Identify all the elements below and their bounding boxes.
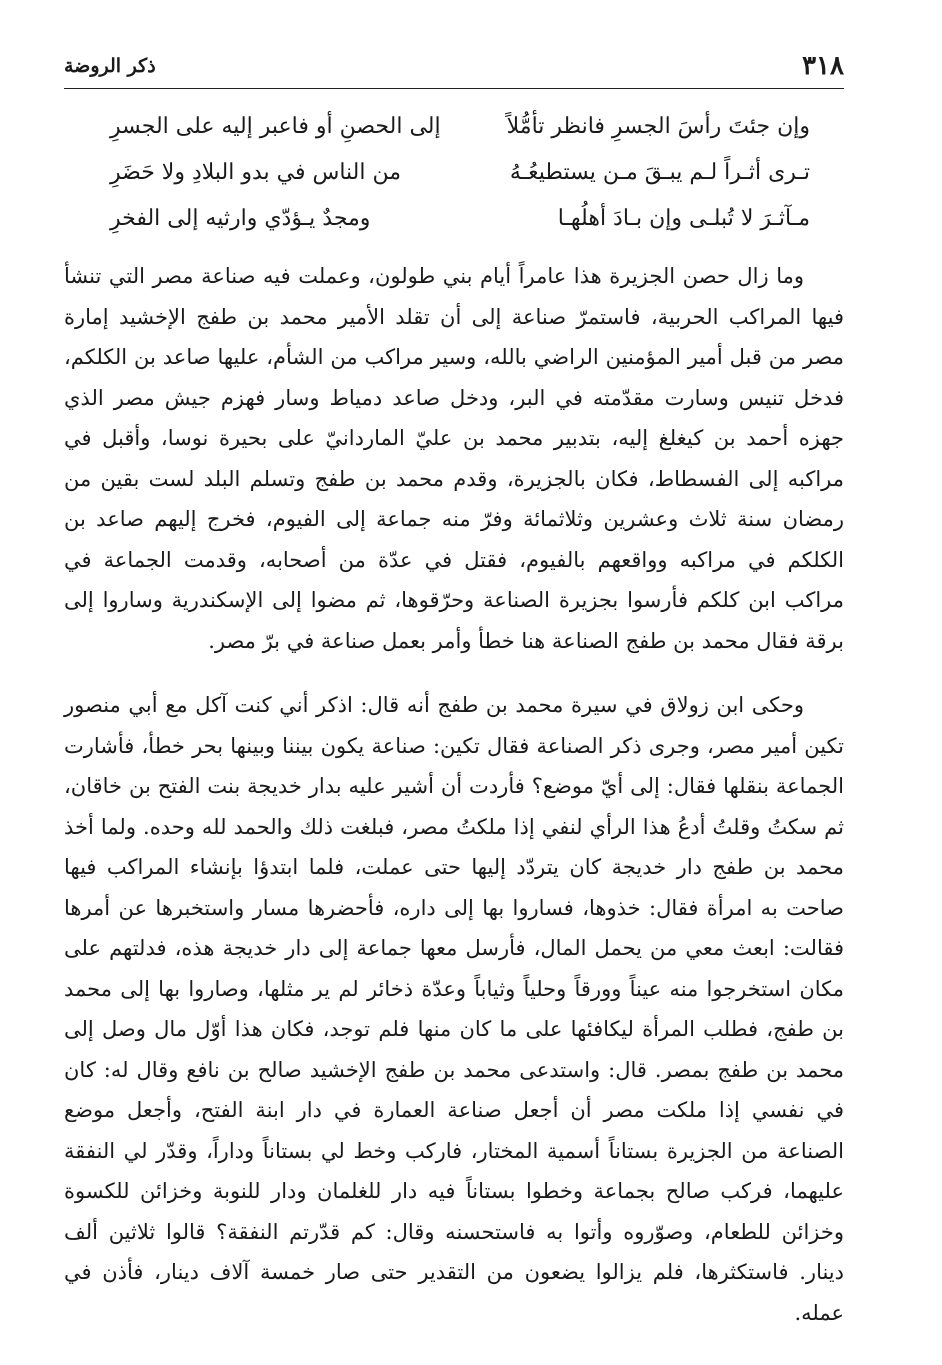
running-title: ذكر الروضة bbox=[64, 55, 156, 77]
body-text bbox=[64, 256, 844, 1357]
verse-second-hemistich: من الناس في بدو البلادِ ولا حَضَرِ bbox=[110, 160, 402, 185]
verse-first-hemistich: وإن جئتَ رأسَ الجسرِ فانظر تأمُّلاً bbox=[506, 114, 810, 139]
paragraph-ibn-zulaq: وحكى ابن زولاق في سيرة محمد بن طفج أنه قال: اذكر أني كنت آكل مع أبي منصور تكين أمير مصر، وجرى ذكر الصناعة فقال تكين: صناعة يكون بيننا وبينها بحر خطأ، فأشارت الجماعة بنقلها فقال: إلى أيّ موضع؟ فأردت أن أشير عليه بدار خديجة بنت الفتح بن خاقان، ثم سكتُ وقلتُ أدعُ هذا الرأي لنفي إذا ملكتُ مصر، فبلغت ذلك والحمد لله وحده. ولما أخذ محمد بن طفج دار خديجة كان يتردّد إليها حتى عملت، فلما ابتدؤا بإنشاء المراكب فيها صاحت به امرأة فقال: خذوها، فساروا بها إلى داره، فأحضرها مسار واستخبرها عن أمرها فقالت: ابعث معي من يحمل المال، فأرسل معها جماعة إلى دار خديجة هذه، فدلتهم على مكان استخرجوا منه عيناً وورقاً وحلياً وثياباً وعدّة ذخائر لم ير مثلها، وصاروا بها إلى محمد بن طفج، فطلب المرأة ليكافئها على ما كان منها فلم توجد، فكان هذا أوّل مال وصل إلى محمد بن طفج بمصر. قال: واستدعى محمد بن طفج الإخشيد صالح بن نافع وقال له: كان في نفسي إذا ملكت مصر أن أجعل صناعة العمارة في دار ابنة الفتح، وأجعل موضع الصناعة من الجزيرة بستاناً أسمية المختار، فاركب وخط لي بستاناً وداراً، وقدّر لي النفقة عليهما، فركب صالح بجماعة وخطوا بستاناً فيه دار للغلمان ودار للنوبة وخزائن للكسوة وخزائن للطعام، وصوّروه وأتوا به فاستحسنه وقال: كم قدّرتم النفقة؟ قالوا ثلاثين ألف دينار. فاستكثرها، فلم يزالوا يضعون من التقدير حتى صار خمسة آلاف دينار، فأذن في عمله. bbox=[64, 693, 844, 1325]
page-header bbox=[64, 44, 844, 89]
verse-second-hemistich: إلى الحصنِ أو فاعبر إليه على الجسرِ bbox=[110, 114, 441, 139]
poem-verse bbox=[110, 104, 810, 150]
verse-first-hemistich: مـآثـرَ لا تُبلـى وإن بـادَ أهلُهـا bbox=[557, 206, 810, 231]
poem-verse bbox=[110, 196, 810, 242]
poem-verse bbox=[110, 150, 810, 196]
verse-first-hemistich: تـرى أثـراً لـم يبـقَ مـن يستطيعُـهُ bbox=[509, 160, 810, 185]
page-number: ٣١٨ bbox=[802, 51, 844, 81]
paragraph-jazira-fortress: وما زال حصن الجزيرة هذا عامراً أيام بني طولون، وعملت فيه صناعة مصر التي تنشأ فيها المراكب الحربية، فاستمرّ صناعة إلى أن تقلد الأمير محمد بن طفج الإخشيد إمارة مصر من قبل أمير المؤمنين الراضي بالله، وسير مراكب من الشأم، عليها صاعد بن الكلكم، فدخل تنيس وسارت مقدّمته في البر، ودخل صاعد دمياط وسار فهزم جيش مصر الذي جهزه أحمد بن كيغلغ إليه، بتدبير محمد بن عليّ الماردانيّ على بحيرة نوسا، وأقبل في مراكبه إلى الفسطاط، فكان بالجزيرة، وقدم محمد بن طفج وتسلم البلد لست بقين من رمضان سنة ثلاث وعشرين وثلاثمائة وفرّ منه جماعة إلى الفيوم، فخرج إليهم صاعد بن الكلكم في مراكبه وواقعهم بالفيوم، فقتل في عدّة من أصحابه، وقدمت الجماعة في مراكب ابن كلكم فأرسوا بجزيرة الصناعة وحرّقوها، ثم مضوا إلى الإسكندرية وساروا إلى برقة فقال محمد بن طفج الصناعة هنا خطأ وأمر بعمل صناعة في برّ مصر. bbox=[64, 264, 844, 653]
verse-second-hemistich: ومجدٌ يـؤدّي وارثيه إلى الفخرِ bbox=[110, 206, 371, 231]
poem bbox=[110, 104, 810, 242]
